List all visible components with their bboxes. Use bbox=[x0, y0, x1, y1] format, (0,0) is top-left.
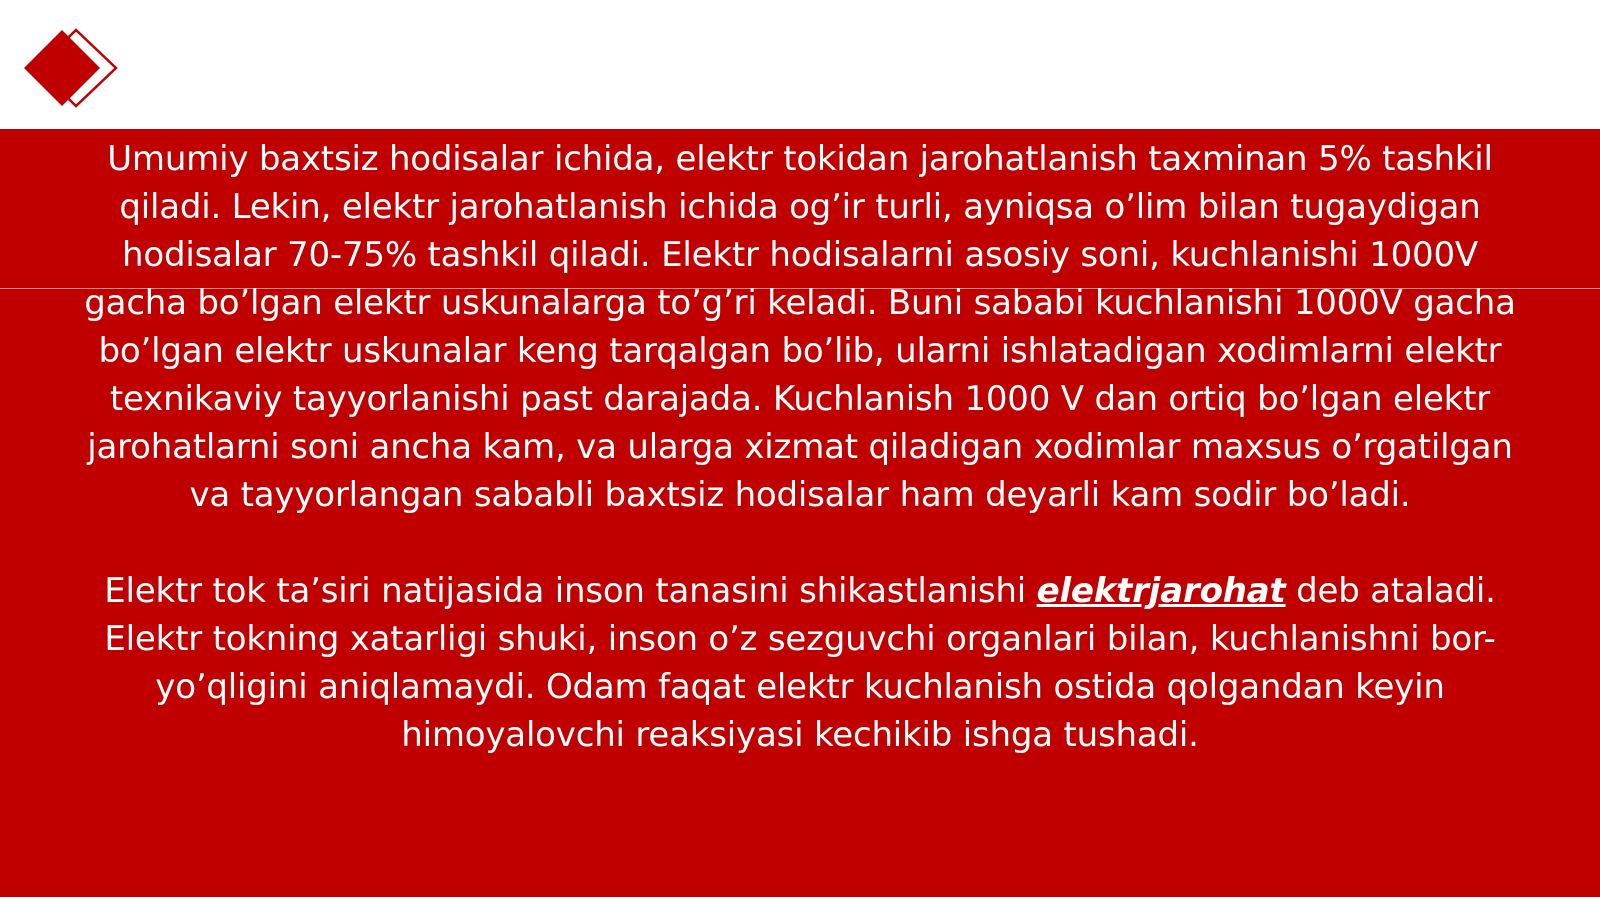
term-link[interactable]: elektrjarohat bbox=[1036, 571, 1286, 611]
paragraph-1: Umumiy baxtsiz hodisalar ichida, elektr tokidan jarohatlanish taxminan 5% tashkil qiladi. Lekin, elektr jarohatlanish ichida og’ir turli, ayniqsa o’lim bilan tugaydigan hodisalar 70-75% tashkil qiladi. Elektr hodisalarni asosiy soni, kuchlanishi 1000V gacha bo’lgan elektr uskunalarga to’g’ri keladi. Buni sababi kuchlanishi 1000V gacha bo’lgan elektr uskunalar keng tarqalgan bo’lib, ularni ishlatadigan xodimlarni elektr texnikaviy tayyorlanishi past darajada. Kuchlanish 1000 V dan ortiq bo’lgan elektr jarohatlarni soni ancha kam, va ularga xizmat qiladigan xodimlar maxsus o’rgatilgan va tayyorlangan sababli baxtsiz hodisalar ham deyarli kam sodir bo’ladi. bbox=[84, 139, 1516, 515]
paragraph-2-before: Elektr tok ta’siri natijasida inson tanasini shikastlanishi bbox=[104, 571, 1037, 611]
paragraph-2-after: deb ataladi. Elektr tokning xatarligi shuki, inson o’z sezguvchi organlari bilan, kuchlanishni bor-yo’qligini aniqlamaydi. Odam faqat elektr kuchlanish ostida qolgandan keyin himoyalovchi reaksiyasi kechikib ishga tushadi. bbox=[104, 571, 1496, 755]
red-diamond-logo-icon bbox=[20, 22, 130, 112]
body-text bbox=[70, 135, 1530, 759]
paragraph-2 bbox=[70, 567, 1530, 759]
